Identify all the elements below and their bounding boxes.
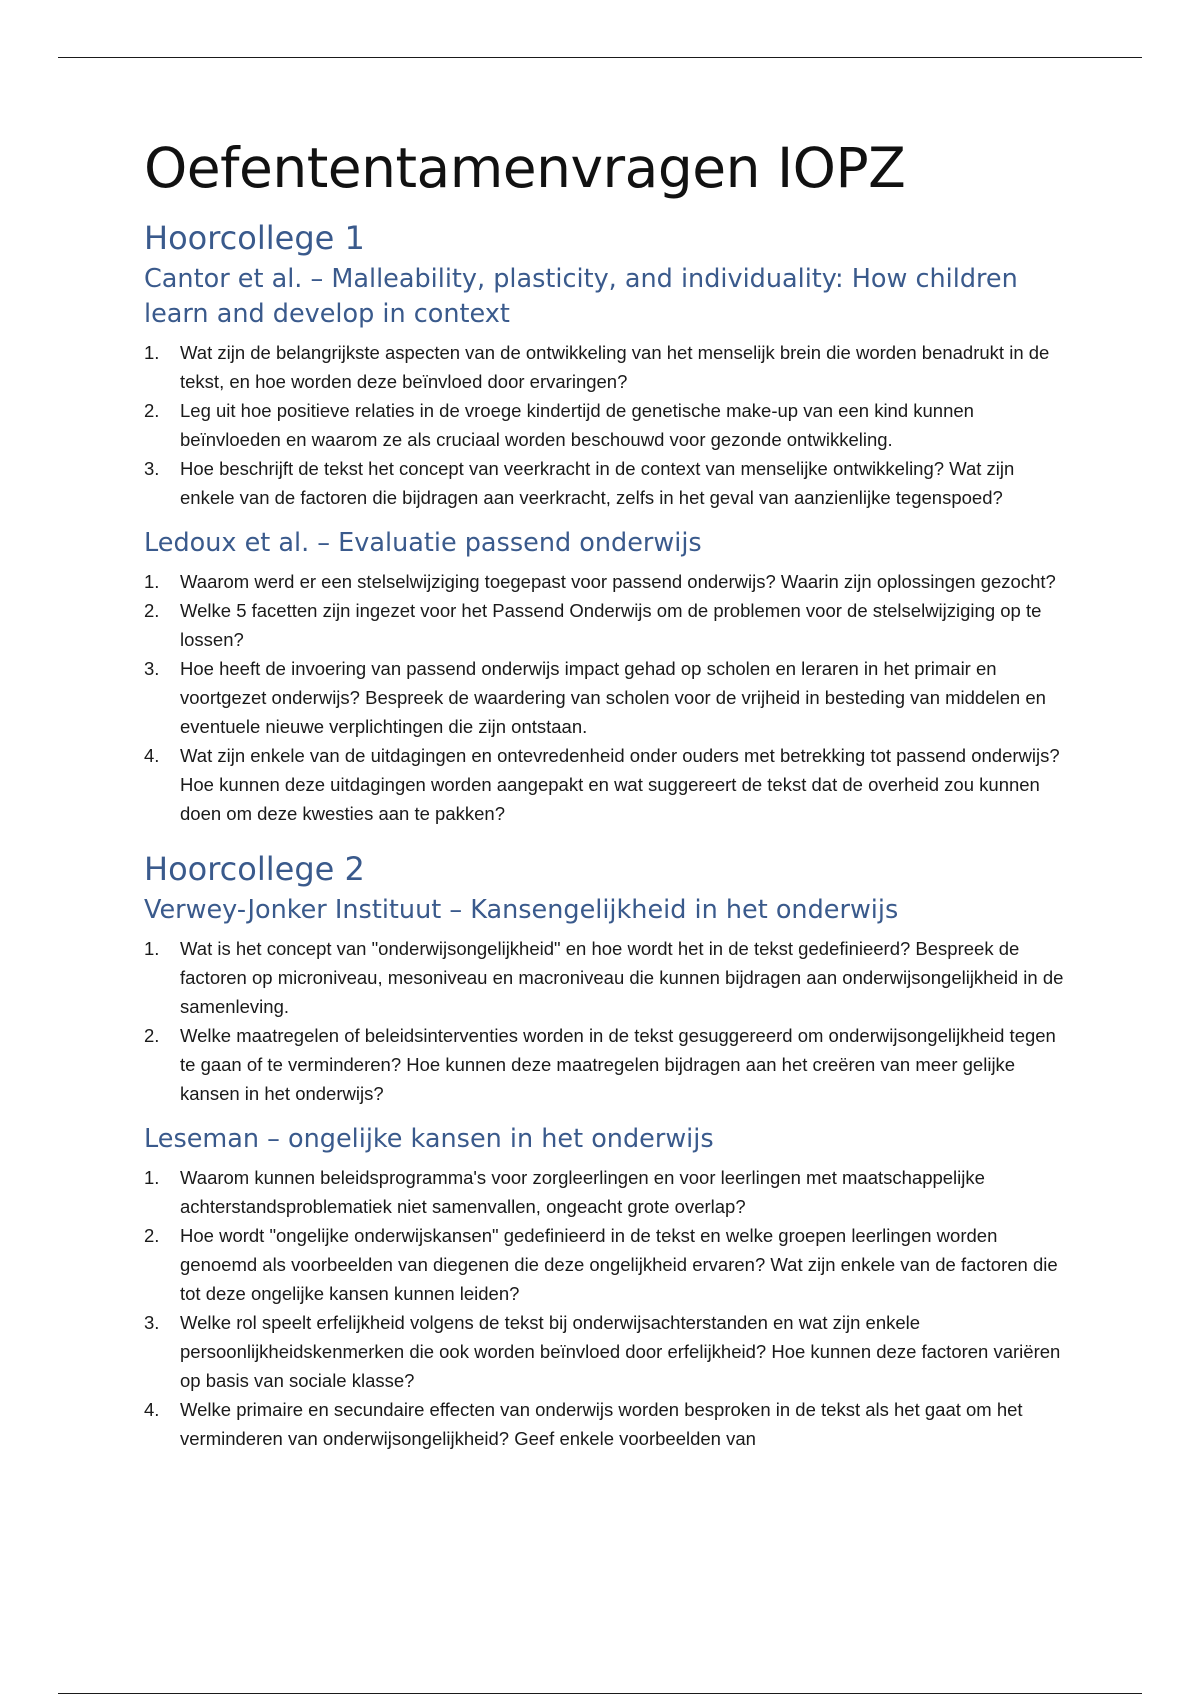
question-item [144, 1308, 1069, 1395]
question-text: Hoe beschrijft de tekst het concept van veerkracht in de context van menselijke ontwikkeling? Wat zijn enkele van de factoren die bijdragen aan veerkracht, zelfs in het geval van aanzienlijke tegenspoed? [180, 457, 1015, 508]
question-list [144, 934, 1069, 1108]
question-number: 1. [144, 937, 160, 959]
question-text: Welke primaire en secundaire effecten van onderwijs worden besproken in de tekst als het gaat om het verminderen van onderwijsongelijkheid? Geef enkele voorbeelden van [180, 1398, 1023, 1449]
question-text: Welke rol speelt erfelijkheid volgens de tekst bij onderwijsachterstanden en wat zijn enkele persoonlijkheidskenmerken die ook worden beïnvloed door erfelijkheid? Hoe kunnen deze factoren variëren op basis van sociale klasse? [180, 1311, 1061, 1391]
reading-section [144, 262, 1069, 512]
question-text: Wat zijn enkele van de uitdagingen en ontevredenheid onder ouders met betrekking tot passend onderwijs? Hoe kunnen deze uitdagingen worden aangepakt en wat suggereert de tekst dat de overheid zou kunnen doen om deze kwesties aan te pakken? [180, 744, 1060, 824]
question-list [144, 567, 1069, 828]
question-number: 2. [144, 1224, 160, 1246]
question-item [144, 1021, 1069, 1108]
bottom-rule [58, 1693, 1142, 1694]
top-rule [58, 57, 1142, 58]
question-item [144, 1221, 1069, 1308]
question-list [144, 338, 1069, 512]
question-number: 3. [144, 457, 160, 479]
reading-heading: Leseman – ongelijke kansen in het onderwijs [144, 1123, 714, 1154]
question-item [144, 567, 1069, 596]
question-number: 1. [144, 341, 160, 363]
reading-section [144, 1122, 1069, 1453]
reading-heading: Ledoux et al. – Evaluatie passend onderwijs [144, 527, 702, 558]
question-item [144, 1395, 1069, 1453]
reading-section [144, 526, 1069, 828]
document-page [144, 138, 1069, 1453]
question-number: 1. [144, 570, 160, 592]
question-number: 3. [144, 1311, 160, 1333]
lecture-section [144, 218, 1069, 828]
question-number: 2. [144, 1024, 160, 1046]
lecture-heading: Hoorcollege 2 [144, 849, 365, 888]
document-title: Oefententamenvragen IOPZ [144, 136, 906, 200]
reading-section [144, 893, 1069, 1108]
question-number: 2. [144, 399, 160, 421]
question-item [144, 396, 1069, 454]
question-text: Welke maatregelen of beleidsinterventies worden in de tekst gesuggereerd om onderwijsongelijkheid tegen te gaan of te verminderen? Hoe kunnen deze maatregelen bijdragen aan het creëren van meer gelijke kansen in het onderwijs? [180, 1024, 1056, 1104]
question-number: 4. [144, 744, 160, 766]
question-item [144, 454, 1069, 512]
question-number: 1. [144, 1166, 160, 1188]
question-list [144, 1163, 1069, 1453]
question-item [144, 934, 1069, 1021]
question-text: Welke 5 facetten zijn ingezet voor het Passend Onderwijs om de problemen voor de stelselwijziging op te lossen? [180, 599, 1042, 650]
question-number: 3. [144, 657, 160, 679]
question-text: Hoe wordt "ongelijke onderwijskansen" gedefinieerd in de tekst en welke groepen leerlingen worden genoemd als voorbeelden van diegenen die deze ongelijkheid ervaren? Wat zijn enkele van de factoren die tot deze ongelijke kansen kunnen leiden? [180, 1224, 1058, 1304]
question-item [144, 654, 1069, 741]
reading-heading: Cantor et al. – Malleability, plasticity, and individuality: How children learn and develop in context [144, 263, 1018, 329]
lecture-heading: Hoorcollege 1 [144, 218, 365, 257]
question-text: Wat zijn de belangrijkste aspecten van de ontwikkeling van het menselijk brein die worden benadrukt in de tekst, en hoe worden deze beïnvloed door ervaringen? [180, 341, 1050, 392]
question-number: 4. [144, 1398, 160, 1420]
reading-heading: Verwey-Jonker Instituut – Kansengelijkheid in het onderwijs [144, 894, 899, 925]
question-text: Hoe heeft de invoering van passend onderwijs impact gehad op scholen en leraren in het primair en voortgezet onderwijs? Bespreek de waardering van scholen voor de vrijheid in besteding van middelen en eventuele nieuwe verplichtingen die zijn ontstaan. [180, 657, 1046, 737]
question-number: 2. [144, 599, 160, 621]
question-item [144, 596, 1069, 654]
question-text: Waarom werd er een stelselwijziging toegepast voor passend onderwijs? Waarin zijn oplossingen gezocht? [180, 570, 1056, 592]
question-text: Waarom kunnen beleidsprogramma's voor zorgleerlingen en voor leerlingen met maatschappelijke achterstandsproblematiek niet samenvallen, ongeacht grote overlap? [180, 1166, 985, 1217]
question-item [144, 1163, 1069, 1221]
lecture-section [144, 849, 1069, 1453]
question-text: Wat is het concept van "onderwijsongelijkheid" en hoe wordt het in de tekst gedefinieerd? Bespreek de factoren op microniveau, mesoniveau en macroniveau die kunnen bijdragen aan onderwijsongelijkheid in de samenleving. [180, 937, 1064, 1017]
question-item [144, 338, 1069, 396]
question-item [144, 741, 1069, 828]
question-text: Leg uit hoe positieve relaties in de vroege kindertijd de genetische make-up van een kind kunnen beïnvloeden en waarom ze als cruciaal worden beschouwd voor gezonde ontwikkeling. [180, 399, 974, 450]
